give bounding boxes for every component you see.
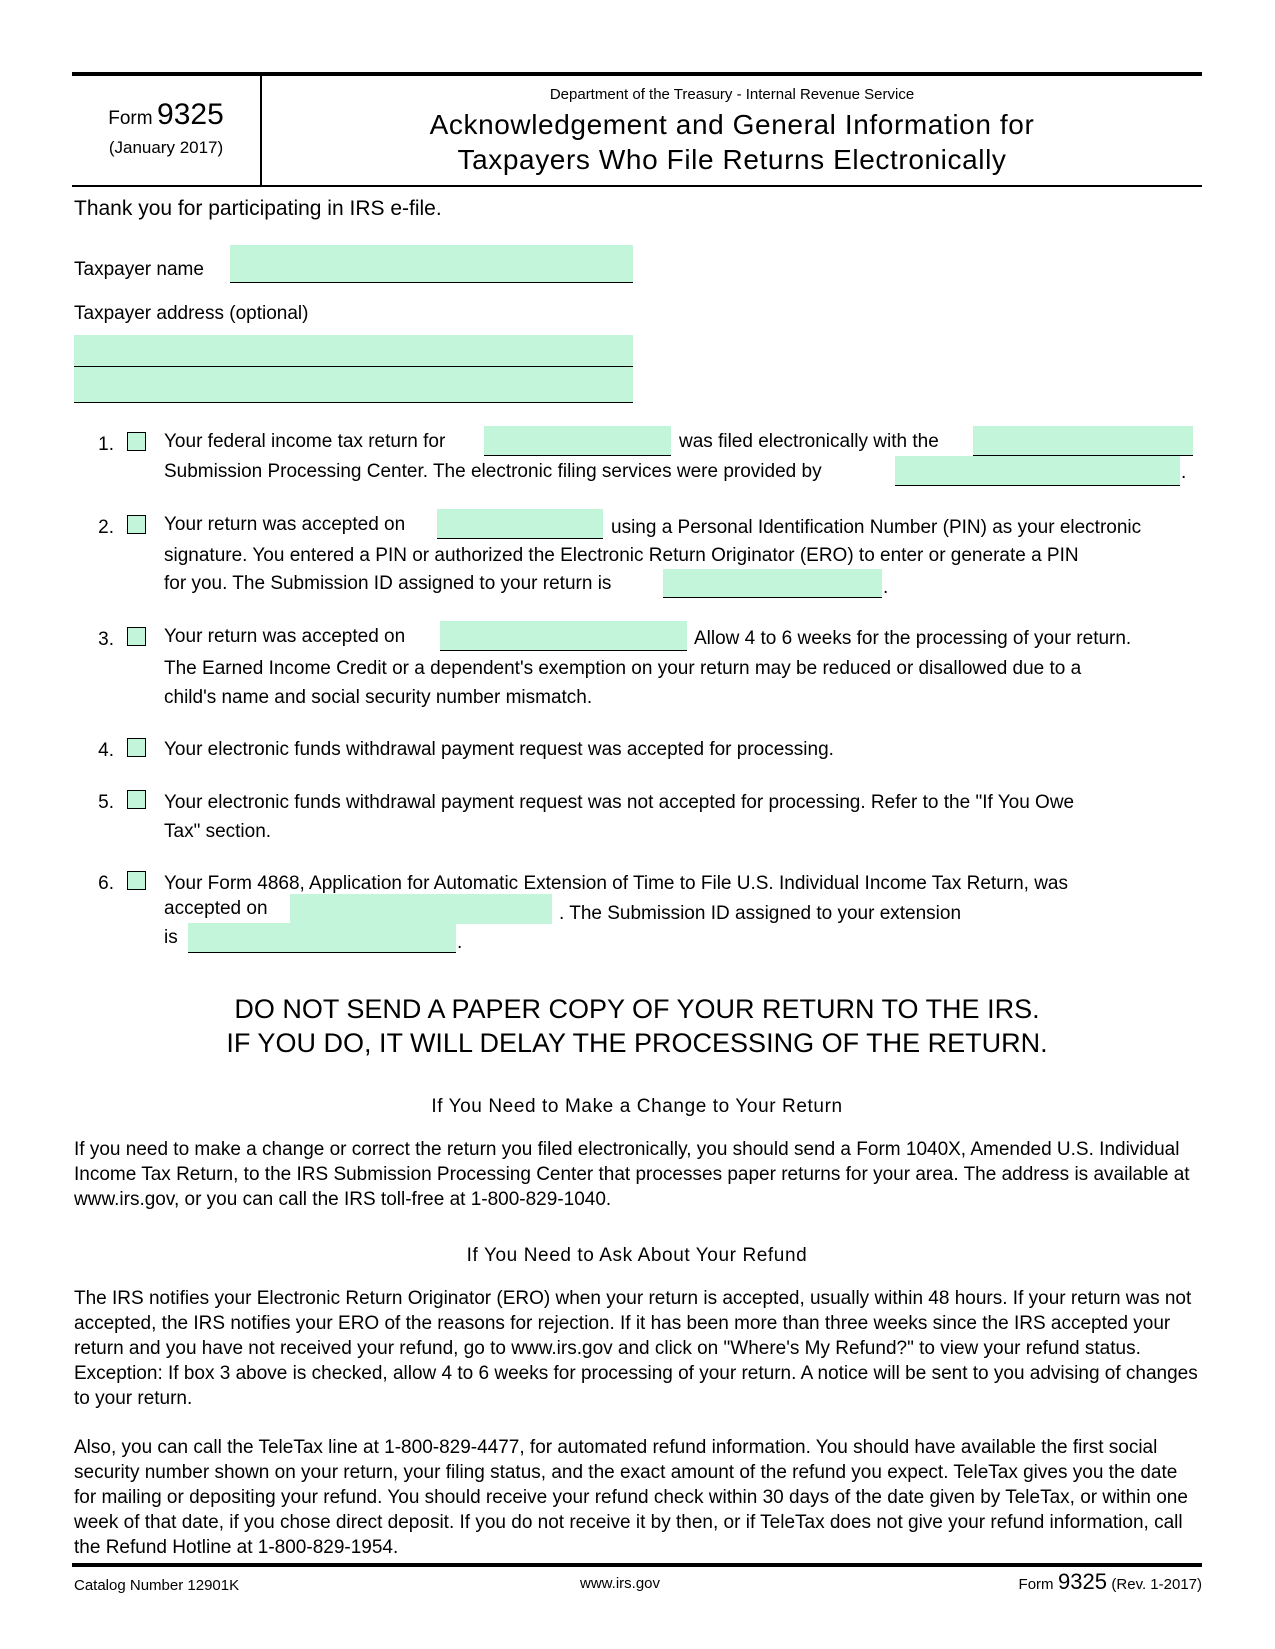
- item-2-submission-id-field[interactable]: [663, 569, 882, 598]
- form-title-line1: Acknowledgement and General Information for: [429, 109, 1035, 140]
- item-6-number: 6.: [98, 873, 114, 894]
- refund-heading: If You Need to Ask About Your Refund: [466, 1245, 808, 1266]
- item-4-checkbox[interactable]: [127, 738, 146, 757]
- refund-paragraph-2: Also, you can call the TeleTax line at 1-800-829-4477, for automated refund information. You should have available the first social security number shown on your return, your filing status, and the exact amount of the refund you expect. TeleTax gives you the date for mailing or depositing your refund. You should receive your refund check within 30 days of the date given by TeleTax, or within one week of that date, if you chose direct deposit. If you do not receive it by then, or if TeleTax does not give your refund information, call the Refund Hotline at 1-800-829-1954.: [74, 1437, 1188, 1558]
- catalog-number: Catalog Number 12901K: [74, 1577, 240, 1594]
- header-bottom-rule: [72, 185, 1202, 187]
- footer-revision: (Rev. 1-2017): [1111, 1576, 1202, 1593]
- item-6-text-a: Your Form 4868, Application for Automatic Extension of Time to File U.S. Individual Income Tax Return, was: [164, 873, 1069, 894]
- item-3-text-b: Allow 4 to 6 weeks for the processing of your return.: [694, 628, 1132, 649]
- footer-rule: [72, 1563, 1202, 1567]
- item-6-accepted-date-field[interactable]: [290, 894, 552, 924]
- item-1-provider-field[interactable]: [895, 456, 1180, 486]
- taxpayer-address-line2-field[interactable]: [74, 367, 633, 403]
- item-6-period: .: [457, 932, 463, 953]
- item-2-number: 2.: [98, 517, 114, 538]
- form-date: (January 2017): [108, 138, 224, 157]
- item-1-text-c: Submission Processing Center. The electronic filing services were provided by: [164, 461, 822, 482]
- taxpayer-address-label: Taxpayer address (optional): [74, 303, 309, 324]
- item-6-text-b: accepted on: [164, 898, 268, 919]
- item-6-text-d: is: [164, 927, 178, 948]
- footer-form-id: [880, 1569, 1202, 1595]
- taxpayer-name-label: Taxpayer name: [74, 259, 204, 280]
- item-3-text-c: The Earned Income Credit or a dependent's exemption on your return may be reduced or disallowed due to a: [164, 658, 1082, 679]
- item-2-period: .: [883, 577, 889, 598]
- taxpayer-address-line1-field[interactable]: [74, 335, 633, 367]
- item-2-text-a: Your return was accepted on: [164, 514, 406, 535]
- item-3-number: 3.: [98, 629, 114, 650]
- item-2-text-c: signature. You entered a PIN or authorized the Electronic Return Originator (ERO) to enter or generate a PIN: [164, 545, 1079, 566]
- top-rule: [72, 72, 1202, 76]
- item-1-center-field[interactable]: [973, 426, 1193, 456]
- item-2-checkbox[interactable]: [127, 515, 146, 534]
- agency-name: Department of the Treasury - Internal Revenue Service: [549, 86, 915, 103]
- item-2-text-b: using a Personal Identification Number (PIN) as your electronic: [611, 517, 1142, 538]
- item-6-checkbox[interactable]: [127, 871, 146, 890]
- item-1-period: .: [1181, 462, 1187, 483]
- item-5-text-b: Tax" section.: [164, 821, 272, 842]
- item-6-text-c: . The Submission ID assigned to your extension: [559, 903, 962, 924]
- change-heading: If You Need to Make a Change to Your Return: [431, 1096, 843, 1117]
- item-1-text-b: was filed electronically with the: [679, 431, 939, 452]
- item-3-checkbox[interactable]: [127, 627, 146, 646]
- warning-line2: IF YOU DO, IT WILL DELAY THE PROCESSING OF THE RETURN.: [226, 1028, 1048, 1058]
- item-6-submission-id-field[interactable]: [188, 923, 456, 953]
- item-4-number: 4.: [98, 740, 114, 761]
- item-2-text-d: for you. The Submission ID assigned to your return is: [164, 573, 612, 594]
- footer-website: www.irs.gov: [579, 1575, 661, 1592]
- item-3-text-a: Your return was accepted on: [164, 626, 406, 647]
- form-title-line2: Taxpayers Who File Returns Electronically: [457, 144, 1007, 175]
- item-3-accepted-date-field[interactable]: [440, 621, 687, 651]
- item-5-number: 5.: [98, 792, 114, 813]
- footer-form-number: 9325: [1058, 1569, 1107, 1594]
- item-1-number: 1.: [98, 434, 114, 455]
- form-id: [72, 98, 260, 132]
- form-word: Form: [108, 108, 153, 129]
- form-number: 9325: [157, 98, 224, 131]
- item-1-checkbox[interactable]: [127, 432, 146, 451]
- change-paragraph: If you need to make a change or correct the return you filed electronically, you should send a Form 1040X, Amended U.S. Individual Income Tax Return, to the IRS Submission Processing Center that processes paper returns for your area. The address is available at www.irs.gov, or you can call the IRS toll-free at 1-800-829-1040.: [74, 1139, 1190, 1210]
- item-1-text-a: Your federal income tax return for: [164, 431, 446, 452]
- taxpayer-name-field[interactable]: [230, 245, 633, 283]
- footer-form-word: Form: [1018, 1576, 1054, 1593]
- item-5-checkbox[interactable]: [127, 790, 146, 809]
- refund-paragraph-1: The IRS notifies your Electronic Return Originator (ERO) when your return is accepted, usually within 48 hours. If your return was not accepted, the IRS notifies your ERO of the reasons for rejection. If it has been more than three weeks since the IRS accepted your return and you have not received your refund, go to www.irs.gov and click on "Where's My Refund?" to view your refund status. Exception: If box 3 above is checked, allow 4 to 6 weeks for processing of your return. A notice will be sent to you advising of changes to your return.: [74, 1288, 1198, 1409]
- item-5-text-a: Your electronic funds withdrawal payment request was not accepted for processing. Refer to the "If You Owe: [164, 792, 1075, 813]
- item-4-text-a: Your electronic funds withdrawal payment request was accepted for processing.: [164, 739, 834, 760]
- item-1-tax-year-field[interactable]: [484, 426, 671, 456]
- intro-text: Thank you for participating in IRS e-file.: [74, 197, 442, 220]
- item-2-accepted-date-field[interactable]: [437, 509, 603, 539]
- warning-line1: DO NOT SEND A PAPER COPY OF YOUR RETURN TO THE IRS.: [234, 994, 1040, 1024]
- item-3-text-d: child's name and social security number mismatch.: [164, 687, 593, 708]
